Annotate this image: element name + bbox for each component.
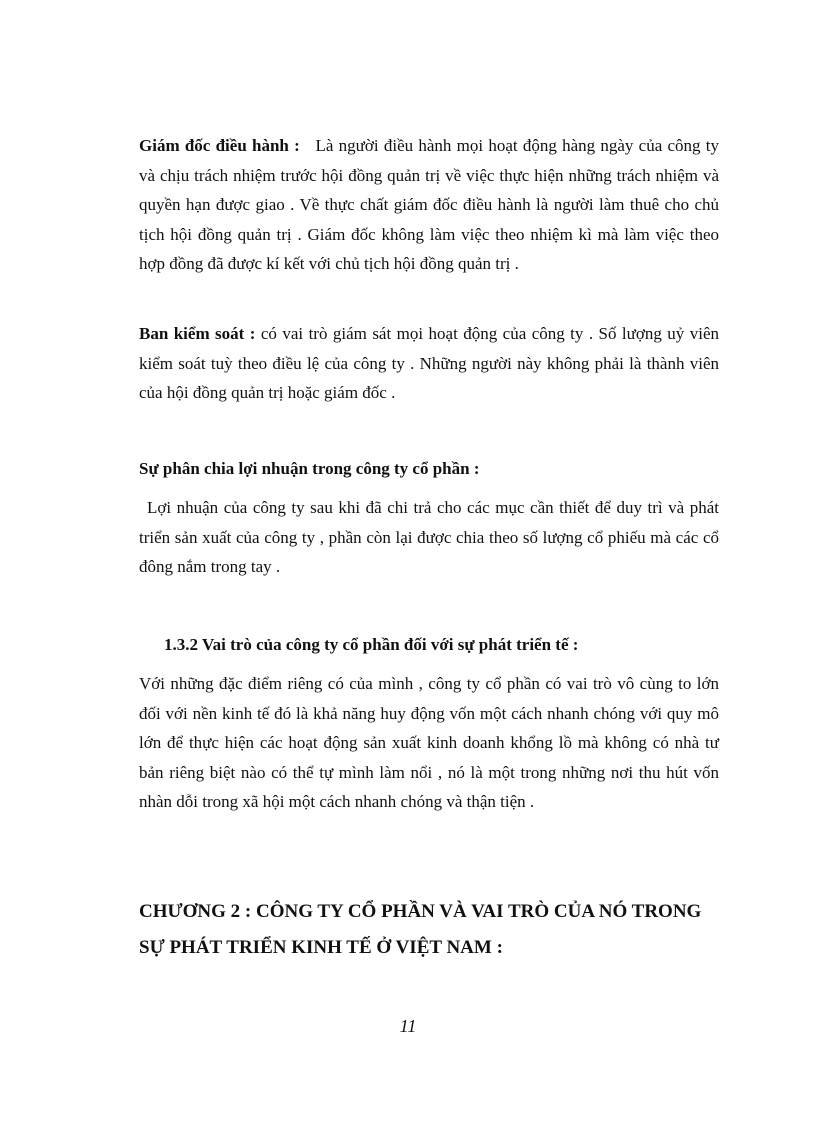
supervisory-board-paragraph xyxy=(139,319,719,408)
supervisory-board-label: Ban kiểm soát : xyxy=(139,324,256,343)
role-paragraph: Với những đặc điểm riêng có của mình , công ty cổ phần có vai trò vô cùng to lớn đối với nền kinh tế đó là khả năng huy động vốn một cách nhanh chóng với quy mô lớn để thực hiện các hoạt động sản xuất kinh doanh khổng lồ mà không có nhà tư bản riêng biệt nào có thể tự mình làm nổi , nó là một trong những nơi thu hút vốn nhàn dỗi trong xã hội một cách nhanh chóng và thận tiện . xyxy=(139,674,719,811)
executive-director-label: Giám đốc điều hành : xyxy=(139,136,300,155)
chapter-2-heading: CHƯƠNG 2 : CÔNG TY CỔ PHẦN VÀ VAI TRÒ CỦA NÓ TRONG SỰ PHÁT TRIỂN KINH TẾ Ở VIỆT NAM : xyxy=(139,901,702,958)
profit-sharing-heading: Sự phân chia lợi nhuận trong công ty cổ phần : xyxy=(139,459,480,478)
supervisory-board-text: có vai trò giám sát mọi hoạt động của công ty . Số lượng uỷ viên kiểm soát tuỳ theo điều lệ của công ty . Những người này không phải là thành viên của hội đồng quản trị hoặc giám đốc . xyxy=(139,324,719,402)
page-number: 11 xyxy=(399,1016,417,1036)
executive-director-text: Là người điều hành mọi hoạt động hàng ngày của công ty và chịu trách nhiệm trước hội đồng quản trị về việc thực hiện những trách nhiệm và quyền hạn được giao . Về thực chất giám đốc điều hành là người làm thuê cho chủ tịch hội đồng quản trị . Giám đốc không làm việc theo nhiệm kì mà làm việc theo hợp đồng đã được kí kết với chủ tịch hội đồng quản trị . xyxy=(139,136,720,273)
section-1-3-2-heading: 1.3.2 Vai trò của công ty cổ phần đối với sự phát triển tế : xyxy=(164,635,579,654)
profit-sharing-paragraph: Lợi nhuận của công ty sau khi đã chi trả cho các mục cần thiết để duy trì và phát triển sản xuất của công ty , phần còn lại được chia theo số lượng cổ phiếu mà các cổ đông nắm trong tay . xyxy=(139,498,719,576)
executive-director-paragraph xyxy=(139,131,719,279)
